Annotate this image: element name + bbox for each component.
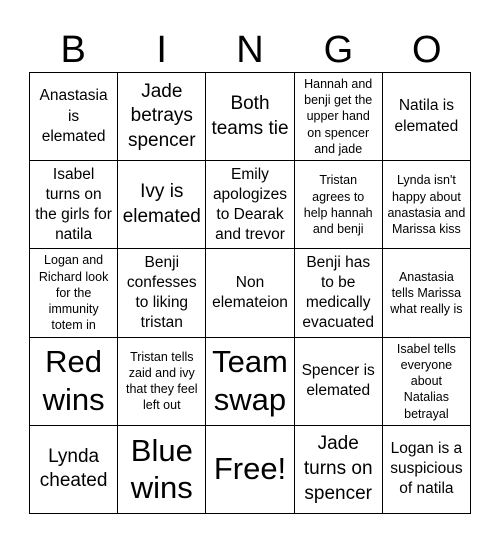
- bingo-header: [29, 28, 471, 72]
- bingo-card-grid: [29, 72, 471, 514]
- bingo-cell[interactable]: Anastasia is elemated: [30, 73, 118, 161]
- bingo-cell[interactable]: Anastasia tells Marissa what really is: [383, 249, 471, 337]
- bingo-cell[interactable]: Natila is elemated: [383, 73, 471, 161]
- header-letter-g: G: [323, 29, 354, 71]
- bingo-cell[interactable]: Team swap: [206, 338, 294, 426]
- bingo-cell[interactable]: Jade betrays spencer: [118, 73, 206, 161]
- bingo-cell[interactable]: Isabel turns on the girls for natila: [30, 161, 118, 249]
- bingo-cell[interactable]: Hannah and benji get the upper hand on spencer and jade: [295, 73, 383, 161]
- bingo-cell[interactable]: Jade turns on spencer: [295, 426, 383, 514]
- bingo-cell[interactable]: Benji confesses to liking tristan: [118, 249, 206, 337]
- header-letter-i: I: [156, 29, 167, 71]
- bingo-cell[interactable]: Emily apologizes to Dearak and trevor: [206, 161, 294, 249]
- header-letter-o: O: [412, 29, 442, 71]
- header-letter-b: B: [60, 29, 86, 71]
- bingo-cell[interactable]: Red wins: [30, 338, 118, 426]
- bingo-cell[interactable]: Tristan tells zaid and ivy that they feel left out: [118, 338, 206, 426]
- header-letter-n: N: [236, 29, 264, 71]
- bingo-cell[interactable]: Blue wins: [118, 426, 206, 514]
- bingo-cell[interactable]: Lynda cheated: [30, 426, 118, 514]
- bingo-cell[interactable]: Benji has to be medically evacuated: [295, 249, 383, 337]
- bingo-free-cell[interactable]: Free!: [206, 426, 294, 514]
- bingo-cell[interactable]: Both teams tie: [206, 73, 294, 161]
- bingo-cell[interactable]: Lynda isn't happy about anastasia and Marissa kiss: [383, 161, 471, 249]
- bingo-cell[interactable]: Non elemateion: [206, 249, 294, 337]
- bingo-cell[interactable]: Spencer is elemated: [295, 338, 383, 426]
- bingo-cell[interactable]: Ivy is elemated: [118, 161, 206, 249]
- bingo-cell[interactable]: Logan and Richard look for the immunity totem in: [30, 249, 118, 337]
- bingo-cell[interactable]: Logan is a suspicious of natila: [383, 426, 471, 514]
- bingo-cell[interactable]: Isabel tells everyone about Natalias betrayal: [383, 338, 471, 426]
- bingo-cell[interactable]: Tristan agrees to help hannah and benji: [295, 161, 383, 249]
